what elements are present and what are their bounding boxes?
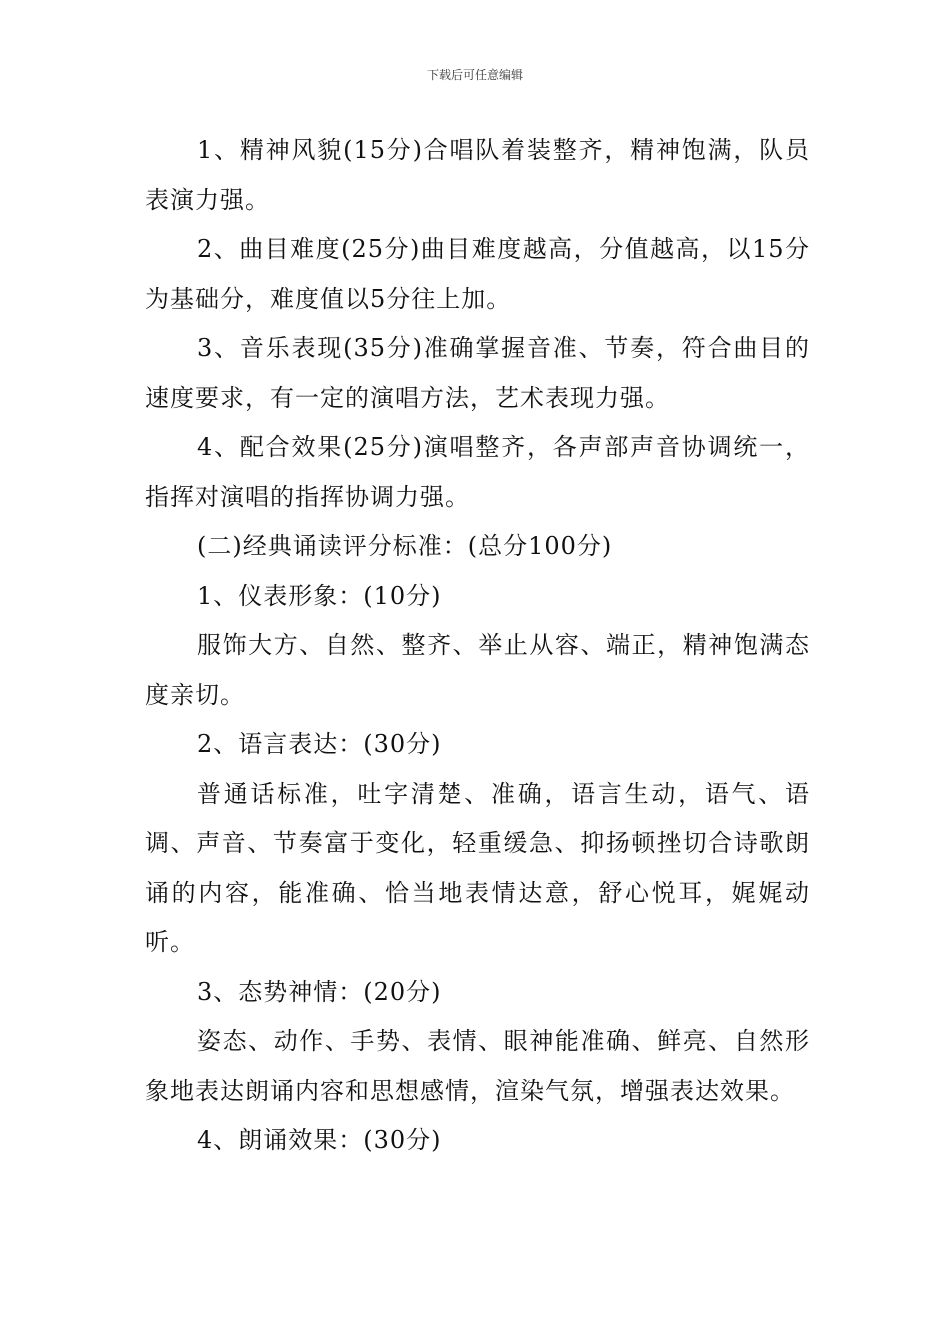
paragraph-language: 普通话标准，吐字清楚、准确，语言生动，语气、语调、声音、节奏富于变化，轻重缓急、抑扬顿挫切合诗歌朗诵的内容，能准确、恰当地表情达意，舒心悦耳，娓娓动听。 [145,779,810,956]
section-heading-recitation: (二)经典诵读评分标准：(总分100分) [197,532,613,560]
item-heading-effect: 4、朗诵效果：(30分) [197,1126,442,1154]
paragraph-choir-difficulty: 2、曲目难度(25分)曲目难度越高，分值越高，以15分为基础分，难度值以5分往上加。 [145,235,810,313]
paragraph-choir-music: 3、音乐表现(35分)准确掌握音准、节奏，符合曲目的速度要求，有一定的演唱方法，艺术表现力强。 [145,334,810,412]
item-heading-language: 2、语言表达：(30分) [197,730,442,758]
paragraph-appearance: 服饰大方、自然、整齐、举止从容、端正，精神饱满态度亲切。 [145,631,810,709]
header-note: 下载后可任意编辑 [426,68,523,82]
paragraph-posture: 姿态、动作、手势、表情、眼神能准确、鲜亮、自然形象地表达朗诵内容和思想感情，渲染气氛，增强表达效果。 [145,1027,810,1105]
item-heading-appearance: 1、仪表形象：(10分) [197,581,442,610]
paragraph-choir-coordination: 4、配合效果(25分)演唱整齐，各声部声音协调统一，指挥对演唱的指挥协调力强。 [145,433,810,511]
item-heading-posture: 3、态势神情：(20分) [197,977,442,1006]
document-body [145,126,810,1166]
paragraph-choir-spirit: 1、精神风貌(15分)合唱队着装整齐，精神饱满，队员表演力强。 [145,136,810,214]
